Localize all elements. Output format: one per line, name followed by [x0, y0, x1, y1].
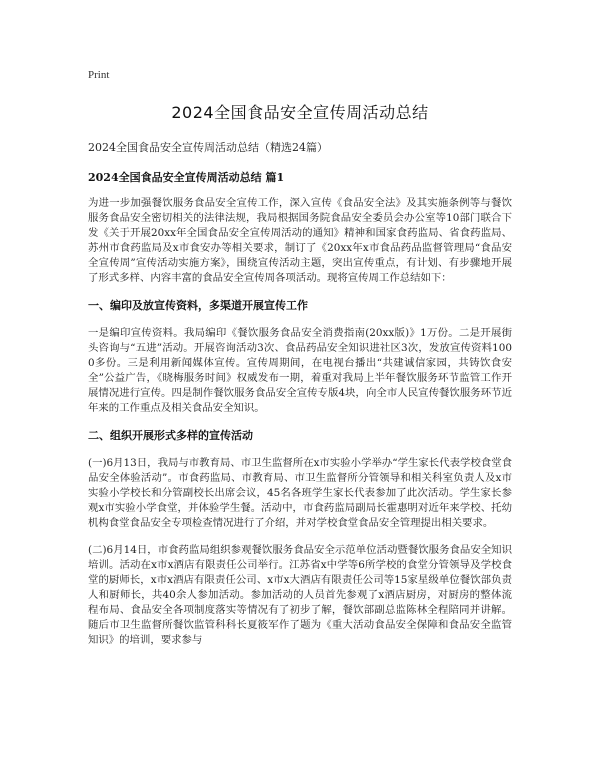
section-1-heading: 一、编印及放宣传资料，多渠道开展宣传工作: [88, 299, 308, 312]
document-subtitle: 2024全国食品安全宣传周活动总结（精选24篇）: [88, 141, 328, 154]
article-heading: 2024全国食品安全宣传周活动总结 篇1: [88, 171, 285, 184]
section-2-paragraph-2: (二)6月14日，市食药监局组织参观餐饮服务食品安全示范单位活动暨餐饮服务食品安全知识培训。活动在x市x酒店有限责任公司举行。江苏省x中学等6所学校的食堂分管领导及学校食堂的厨师长，x市x酒店有限责任公司、x市x大酒店有限责任公司等15家星级单位餐饮部负责人和厨师长，共40余人参加活动。参加活动的人员首先参观了x酒店厨房，对厨房的整体流程布局、食品安全各项制度落实等情况有了初步了解，餐饮部副总监陈林全程陪同并讲解。随后市卫生监督所餐饮监管科科长夏筱军作了题为《重大活动食品安全保障和食品安全监管知识》的培训，要求参与: [88, 544, 512, 646]
document-title: 2024全国食品安全宣传周活动总结: [171, 103, 429, 122]
intro-paragraph: 为进一步加强餐饮服务食品安全宣传工作，深入宣传《食品安全法》及其实施条例等与餐饮服务食品安全密切相关的法律法规，我局根据国务院食品安全委员会办公室等10部门联合下发《关于开展20xx年全国食品安全宣传周活动的通知》精神和国家食药监局、省食药监局、苏州市食药监局及x市食安办等相关要求，制订了《20xx年x市食品药品监督管理局“食品安全宣传周”宣传活动实施方案》，围绕宣传活动主题，突出宣传重点，有计划、有步骤地开展了形式多样、内容丰富的食品安全宣传周各项活动。现将宣传周工作总结如下：: [88, 197, 512, 284]
section-1-paragraph: 一是编印宣传资料。我局编印《餐饮服务食品安全消费指南(20xx版)》1万份。二是开展街头咨询与“五进”活动。开展咨询活动3次、食品药品安全知识进社区3次，发放宣传资料1000多份。三是利用新闻媒体宣传。宣传周期间，在电视台播出“共建诚信家园，共铸饮食安全”公益广告，《晓梅服务时间》权威发布一期，着重对我局上半年餐饮服务环节监管工作开展情况进行宣传。四是制作餐饮服务食品安全宣传专版4块，向全市人民宣传餐饮服务环节近年来的工作重点及相关食品安全知识。: [88, 327, 512, 414]
section-2-paragraph-1: (一)6月13日，我局与市教育局、市卫生监督所在x市实验小学举办“学生家长代表学校食堂食品安全体验活动”。市食药监局、市教育局、市卫生监督所分管领导和相关科室负责人及x市实验小学校长和分管副校长出席会议，45名各班学生家长代表参加了此次活动。学生家长参观x市实验小学食堂，并体验学生餐。活动中，市食药监局副局长霍惠明对近年来学校、托幼机构食堂食品安全专项检查情况进行了介绍，并对学校食堂食品安全管理提出相关要求。: [88, 457, 512, 529]
section-2-heading: 二、组织开展形式多样的宣传活动: [88, 429, 253, 442]
print-label: Print: [88, 69, 110, 81]
